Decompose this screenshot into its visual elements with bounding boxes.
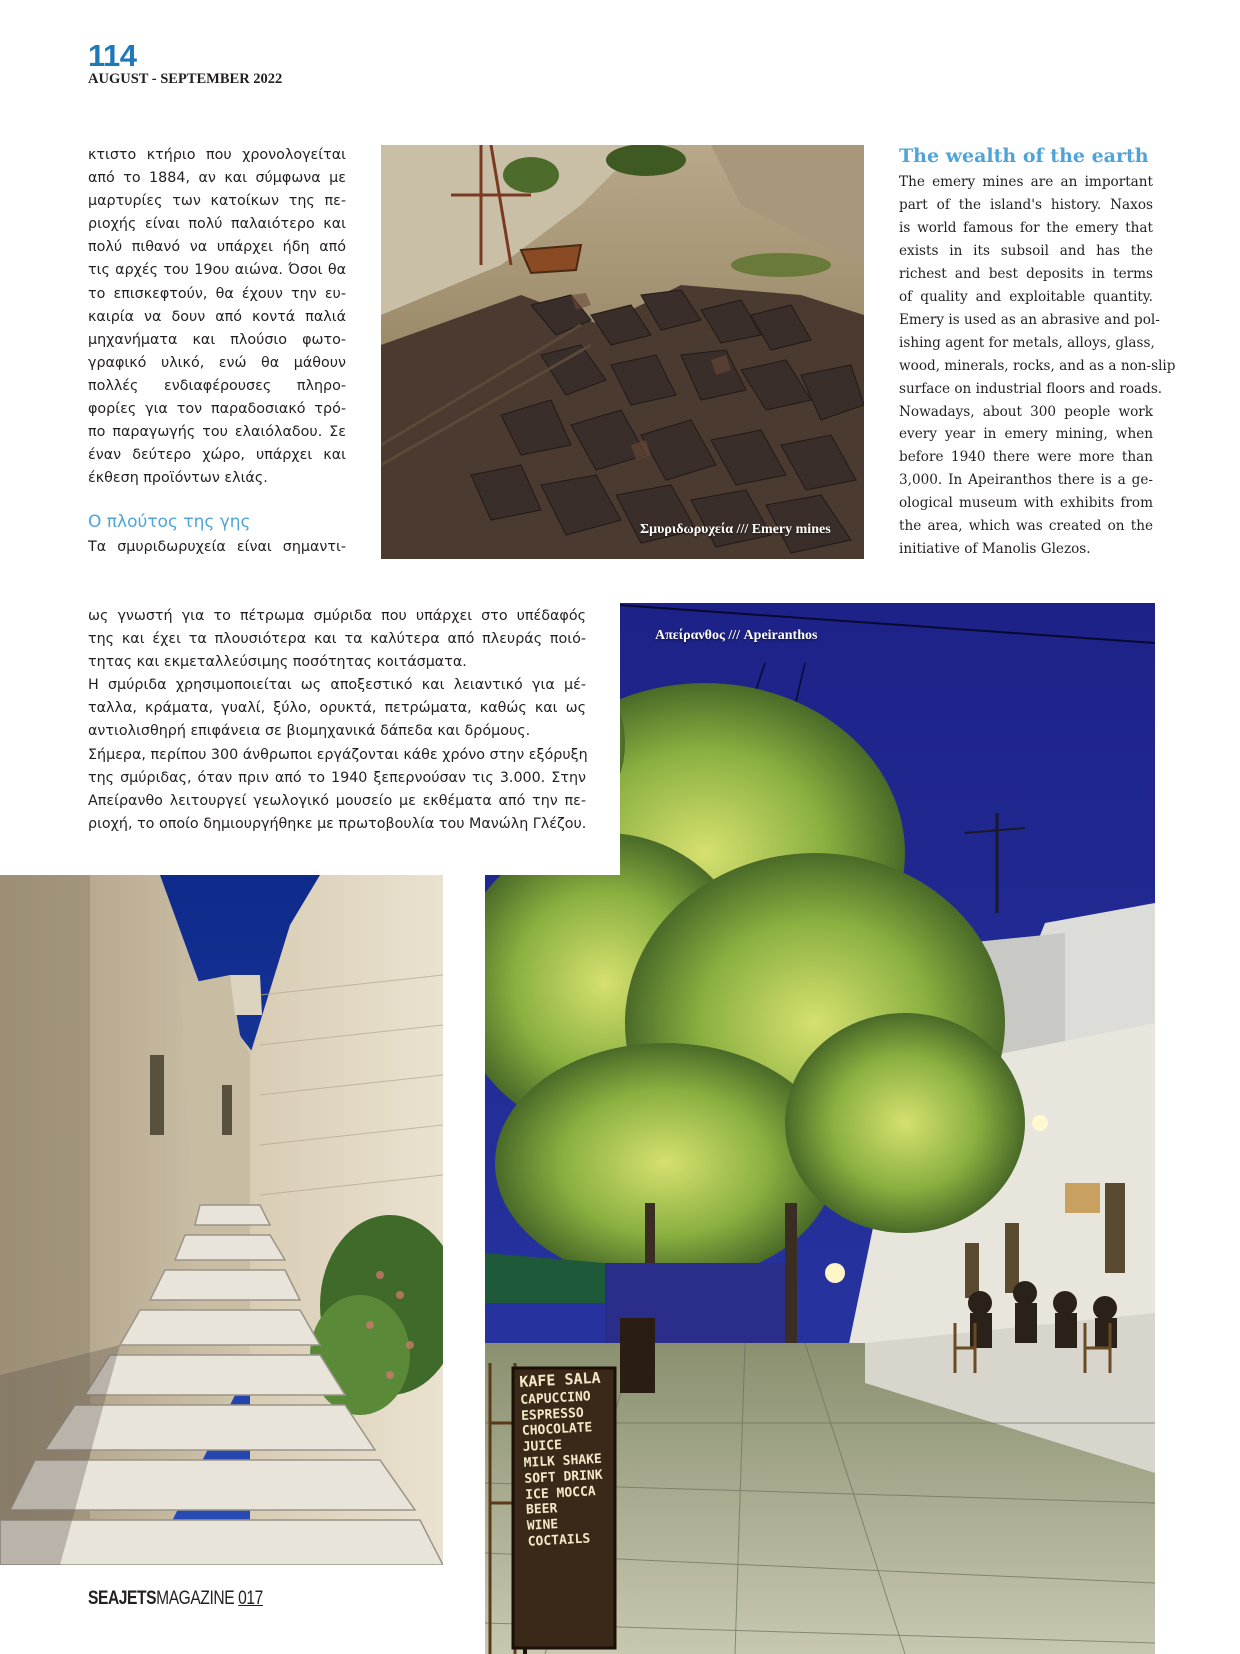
- cafe-sign-line: WINE: [526, 1517, 559, 1534]
- greek-section-heading: Ο πλούτος της γης: [88, 512, 251, 532]
- greek-intro-line: γραφικό υλικό, ενώ θα μάθουν: [88, 354, 346, 371]
- english-section-line: richest and best deposits in terms: [899, 265, 1153, 282]
- greek-intro-line: τις αρχές του 19ου αιώνα. Όσοι θα: [88, 262, 346, 279]
- cafe-sign-line: KAFE SALA: [518, 1368, 602, 1391]
- greek-section-wide-line: της σμύριδας, όταν πριν από το 1940 ξεπερνούσαν τις 3.000. Στην: [88, 769, 586, 786]
- greek-intro-line: πο παραγωγής του ελαιόλαδου. Σε: [88, 424, 346, 441]
- cafe-sign-line: JUICE: [522, 1438, 563, 1456]
- greek-intro-line: καιρία να δουν από κοντά παλιά: [88, 308, 346, 325]
- greek-intro-line: πολλές ενδιαφέρουσες πληρο-: [88, 377, 346, 394]
- greek-section-paragraph-wide-overlay: [88, 605, 586, 836]
- english-section-line: Nowadays, about 300 people work: [899, 403, 1153, 420]
- greek-intro-line: κτιστο κτήριο που χρονολογείται: [88, 147, 346, 163]
- english-section-line: 3,000. In Apeiranthos there is a ge-: [899, 472, 1153, 489]
- greek-section-wide-line: Σήμερα, περίπου 300 άνθρωποι εργάζονται κάθε χρόνο στην εξόρυξη: [88, 746, 588, 763]
- cafe-sign-line: CHOCOLATE: [521, 1420, 593, 1440]
- greek-section-wide-line: ριοχή, το οποίο δημιουργήθηκε με πρωτοβουλία του Μανώλη Γλέζου.: [88, 815, 587, 832]
- english-section-line: The emery mines are an important: [899, 174, 1153, 190]
- apeiranthos-caption: Απείρανθος /// Apeiranthos: [655, 628, 818, 643]
- english-section-line: wood, minerals, rocks, and as a non-slip: [899, 357, 1176, 374]
- greek-section-wide-line: ως γνωστή για το πέτρωμα σμύριδα που υπάρχει στο υπέδαφός: [88, 608, 586, 624]
- english-section-line: part of the island's history. Naxos: [899, 196, 1153, 213]
- greek-section-wide-line: ταλλα, κράματα, γυαλί, ξύλο, ορυκτά, πετρώματα, καθώς και ως: [88, 700, 586, 717]
- cafe-sign-line: ICE MOCCA: [524, 1483, 597, 1503]
- cafe-sign-line: SOFT DRINK: [524, 1467, 604, 1487]
- emery-mines-photo: [381, 145, 864, 559]
- cafe-sign-line: COCTAILS: [527, 1531, 591, 1550]
- english-section-line: exists in its subsoil and has the: [899, 242, 1153, 259]
- footer-brand: SEAJETS: [88, 1588, 157, 1609]
- cafe-sign-line: MILK SHAKE: [523, 1451, 603, 1471]
- greek-intro-line: ριοχής είναι πολύ παλαιότερο και: [88, 216, 346, 233]
- cafe-menu-sign: [519, 1370, 628, 1551]
- page-number: 114: [88, 38, 137, 73]
- greek-section-wide-line: Η σμύριδα χρησιμοποιείται ως αποξεστικό και λειαντικό για μέ-: [88, 677, 586, 694]
- footer-magazine-word: MAGAZINE: [156, 1588, 235, 1609]
- emery-mines-caption: Σμυριδωρυχεία /// Emery mines: [640, 522, 831, 537]
- footer-issue-number: 017: [238, 1588, 263, 1609]
- greek-intro-line: έναν δεύτερο χώρο, υπάρχει και: [88, 447, 346, 464]
- greek-intro-line: μηχανήματα και πλούσιο φωτο-: [88, 331, 346, 348]
- english-section-line: ological museum with exhibits from: [899, 495, 1153, 512]
- english-section-line: of quality and exploitable quantity.: [899, 288, 1153, 305]
- cafe-sign-line: CAPUCCINO: [519, 1389, 592, 1408]
- greek-intro-line: έκθεση προϊόντων ελιάς.: [88, 470, 268, 487]
- greek-section-wide-line: τητας και εκμεταλλεύσιμης ποσότητας κοιτάσματα.: [88, 654, 467, 671]
- greek-section-wide-line: της και έχει τα πλουσιότερα και τα καλύτερα από πλευράς ποιό-: [88, 631, 586, 648]
- english-section-line: every year in emery mining, when: [899, 426, 1153, 443]
- english-section-line: before 1940 there were more than: [899, 449, 1153, 466]
- greek-section-wide-line: Απείρανθο λειτουργεί γεωλογικό μουσείο με εκθέματα από την πε-: [88, 792, 586, 809]
- english-section-line: ishing agent for metals, alloys, glass,: [899, 334, 1155, 351]
- stone-stairs-photo: [0, 875, 443, 1565]
- greek-intro-line: από το 1884, αν και σύμφωνα με: [88, 170, 346, 187]
- greek-intro-paragraph: [88, 144, 346, 490]
- greek-intro-line: το επισκεφτούν, θα έχουν την ευ-: [88, 285, 346, 302]
- greek-intro-line: μαρτυρίες των κατοίκων της πε-: [88, 193, 346, 210]
- english-section-line: Emery is used as an abrasive and pol-: [899, 311, 1160, 328]
- cafe-sign-line: ESPRESSO: [520, 1405, 585, 1424]
- footer-magazine-logo: [88, 1589, 263, 1608]
- cafe-sign-line: BEER: [525, 1501, 558, 1519]
- english-section-line: the area, which was created on the: [899, 518, 1153, 535]
- issue-date: AUGUST - SEPTEMBER 2022: [88, 71, 283, 87]
- greek-section-wide-line: αντιολισθηρή επιφάνεια σε βιομηχανικά δάπεδα και δρόμους.: [88, 723, 531, 740]
- english-section-line: initiative of Manolis Glezos.: [899, 541, 1091, 558]
- greek-intro-line: φορίες για τον παραδοσιακό τρό-: [88, 401, 346, 418]
- english-section-heading: The wealth of the earth: [899, 145, 1149, 167]
- greek-intro-line: πολύ πιθανό να υπάρχει ήδη από: [88, 239, 346, 256]
- english-section-paragraph: [899, 171, 1176, 561]
- english-section-line: is world famous for the emery that: [899, 219, 1153, 236]
- english-section-line: surface on industrial floors and roads.: [899, 380, 1163, 397]
- greek-section-line: Τα σμυριδωρυχεία είναι σημαντι-: [88, 539, 346, 555]
